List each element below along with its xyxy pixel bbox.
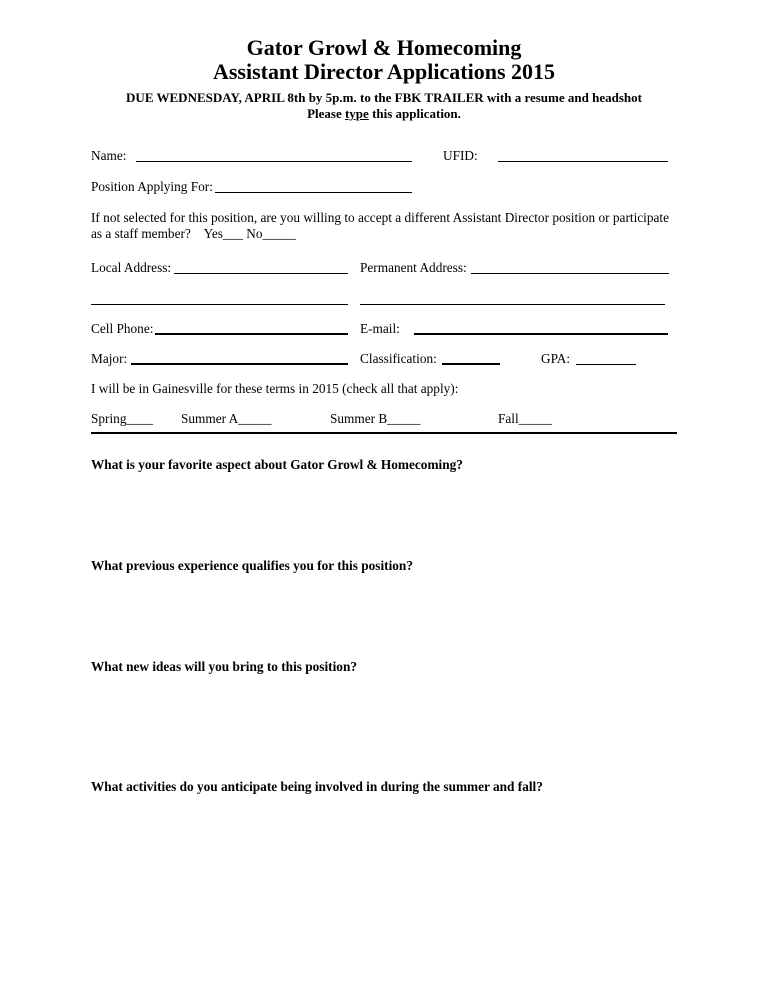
local-address-label: Local Address: (91, 260, 172, 275)
title-line-1: Gator Growl & Homecoming (246, 35, 522, 60)
name-field[interactable] (136, 161, 412, 162)
type-suffix: this application. (368, 106, 461, 121)
section-divider (91, 432, 677, 434)
position-field[interactable] (215, 192, 412, 193)
local-address-field[interactable] (174, 273, 348, 274)
ufid-label: UFID: (443, 148, 478, 163)
classification-field[interactable] (442, 363, 500, 365)
position-label: Position Applying For: (91, 179, 213, 194)
title-line-2: Assistant Director Applications 2015 (212, 59, 556, 84)
type-word: type (344, 106, 369, 121)
permanent-address-field[interactable] (471, 273, 669, 274)
cell-phone-field[interactable] (155, 333, 348, 335)
permanent-address-field-line-2[interactable] (360, 304, 665, 305)
gpa-label: GPA: (541, 351, 571, 366)
due-notice: DUE WEDNESDAY, APRIL 8th by 5p.m. to the FBK TRAILER with a resume and headshot (126, 90, 642, 105)
name-label: Name: (91, 148, 127, 163)
term-summer-a[interactable]: Summer A_____ (181, 411, 272, 426)
major-label: Major: (91, 351, 128, 366)
permanent-address-label: Permanent Address: (360, 260, 467, 275)
type-instruction (0, 106, 768, 121)
term-fall[interactable]: Fall_____ (498, 411, 552, 426)
question-new-ideas: What new ideas will you bring to this position? (91, 659, 357, 674)
question-favorite-aspect: What is your favorite aspect about Gator Growl & Homecoming? (91, 457, 463, 472)
email-field[interactable] (414, 333, 668, 335)
terms-prompt: I will be in Gainesville for these terms in 2015 (check all that apply): (91, 381, 459, 396)
email-label: E-mail: (360, 321, 400, 336)
cell-phone-label: Cell Phone: (91, 321, 154, 336)
classification-label: Classification: (360, 351, 437, 366)
gpa-field[interactable] (576, 364, 636, 365)
question-activities: What activities do you anticipate being involved in during the summer and fall? (91, 779, 543, 794)
willing-question-line-2: as a staff member? Yes___ No_____ (91, 226, 296, 241)
term-spring[interactable]: Spring____ (91, 411, 154, 426)
type-prefix: Please (307, 106, 345, 121)
ufid-field[interactable] (498, 161, 668, 162)
local-address-field-line-2[interactable] (91, 304, 348, 305)
question-previous-experience: What previous experience qualifies you for this position? (91, 558, 413, 573)
term-summer-b[interactable]: Summer B_____ (330, 411, 421, 426)
major-field[interactable] (131, 363, 348, 365)
willing-question-line-1: If not selected for this position, are you willing to accept a different Assistant Director position or participate (91, 210, 670, 225)
